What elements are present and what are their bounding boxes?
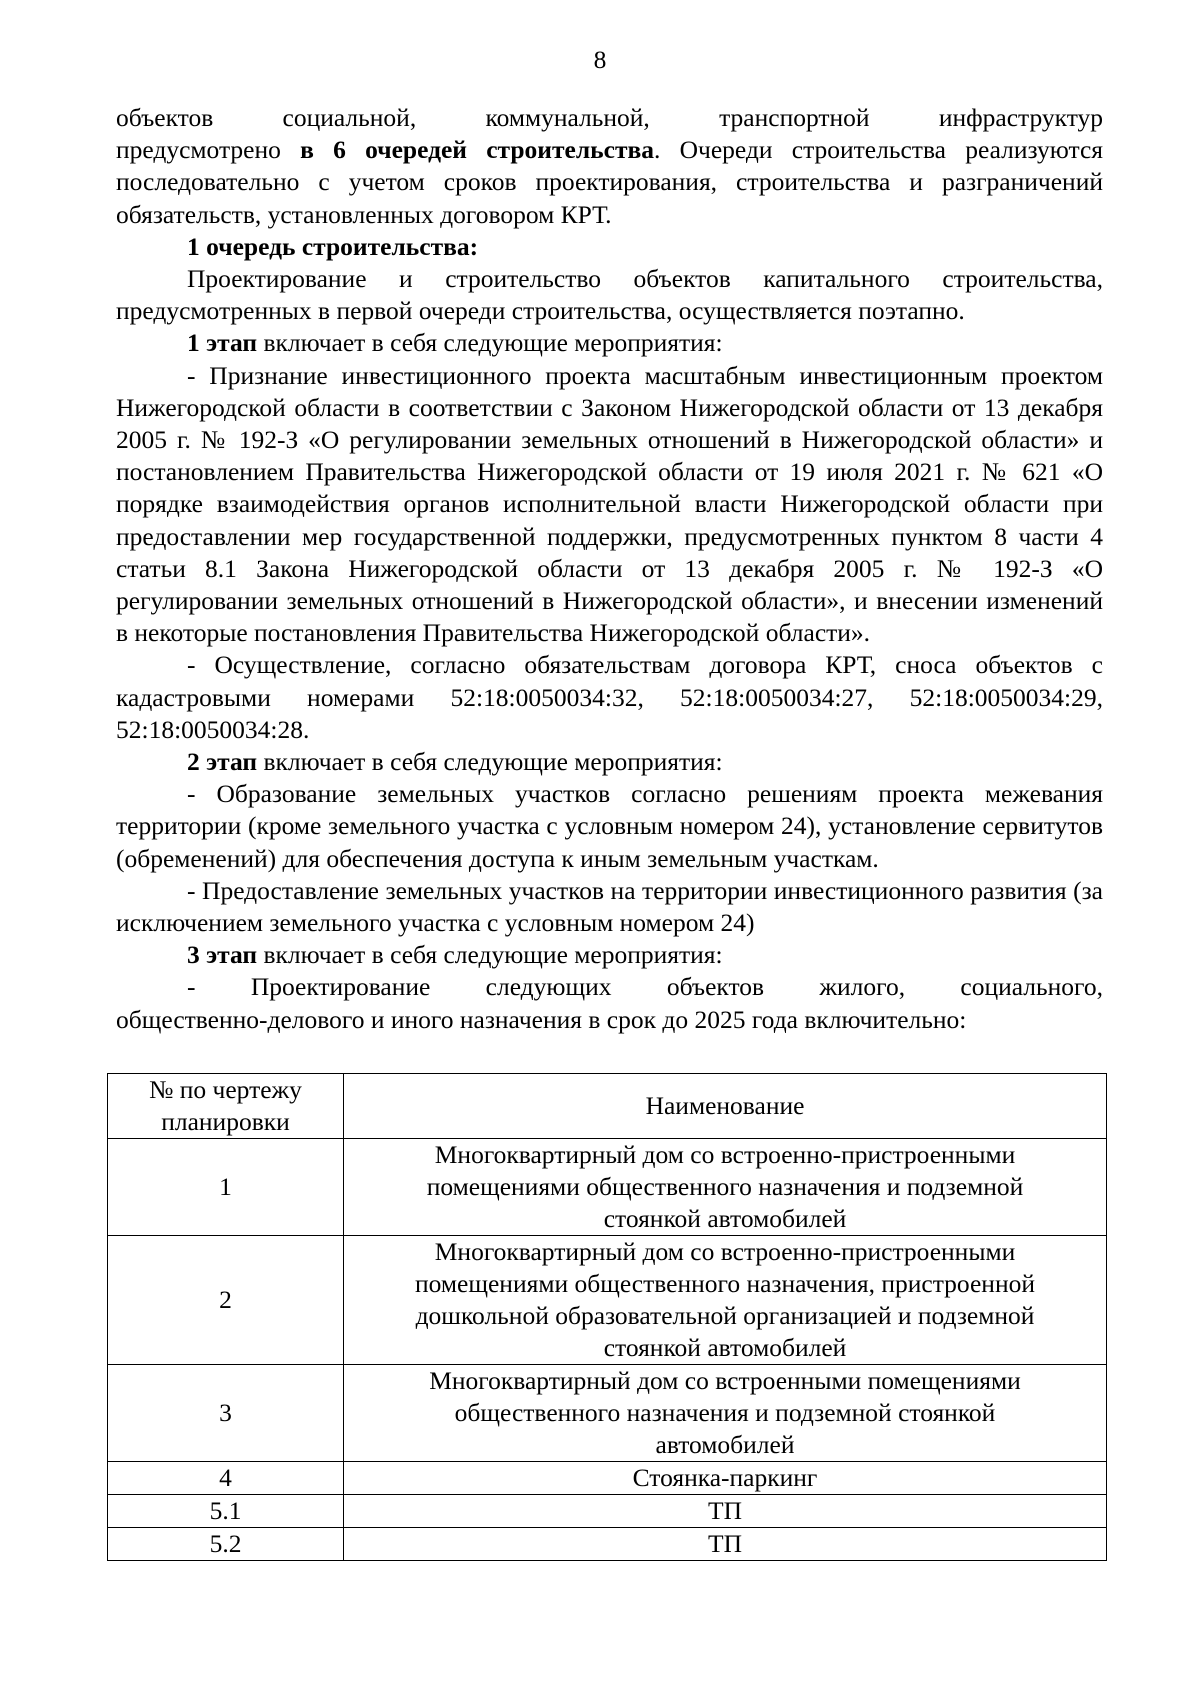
stage3-item-continuation: общественно-делового и иного назначения в срок до 2025 года включительно: — [116, 1004, 967, 1034]
row-name: Многоквартирный дом со встроенными помещениями общественного назначения и подземной стоянкой автомобилей — [344, 1365, 1107, 1462]
intro-paragraph: предусмотрено в 6 очередей строительства. Очереди строительства реализуются последовательно с учетом сроков проектирования, строительства и разграничений обязательств, установленных договором КРТ. — [116, 135, 1103, 229]
queue1-heading: 1 очередь строительства: — [187, 231, 479, 261]
row-number: 2 — [108, 1236, 344, 1365]
row-number: 4 — [108, 1462, 344, 1495]
row-name: ТП — [344, 1528, 1107, 1561]
row-number: 5.1 — [108, 1495, 344, 1528]
row-number: 5.2 — [108, 1528, 344, 1561]
table-row — [108, 1236, 1107, 1365]
queues-count-highlight: в 6 очередей строительства — [300, 135, 654, 165]
row-name: Многоквартирный дом со встроенно-пристроенными помещениями общественного назначения и подземной стоянкой автомобилей — [344, 1139, 1107, 1236]
row-number: 1 — [108, 1139, 344, 1236]
row-name: Стоянка-паркинг — [344, 1462, 1107, 1495]
stage1-heading: 1 этап включает в себя следующие мероприятия: — [187, 328, 723, 358]
header-cell-name: Наименование — [344, 1074, 1107, 1139]
stage2-heading: 2 этап включает в себя следующие мероприятия: — [187, 747, 723, 777]
stage3-item: - Проектирование следующих объектов жилого, социального, — [187, 972, 1103, 1002]
table-row — [108, 1495, 1107, 1528]
stage1-item: - Осуществление, согласно обязательствам договора КРТ, сноса объектов с кадастровыми номерами 52:18:0050034:32, 52:18:0050034:27, 52:18:0050034:29, 52:18:0050034:28. — [116, 650, 1103, 744]
stage3-heading: 3 этап включает в себя следующие мероприятия: — [187, 940, 723, 970]
row-number: 3 — [108, 1365, 344, 1462]
objects-table — [107, 1073, 1107, 1561]
row-name: Многоквартирный дом со встроенно-пристроенными помещениями общественного назначения, пристроенной дошкольной образовательной организацией и подземной стоянкой автомобилей — [344, 1236, 1107, 1365]
table-row — [108, 1365, 1107, 1462]
table-row — [108, 1528, 1107, 1561]
page-number: 8 — [593, 45, 607, 74]
table-row — [108, 1462, 1107, 1495]
stage1-item: - Признание инвестиционного проекта масштабным инвестиционным проектом Нижегородской области в соответствии с Законом Нижегородской области от 13 декабря 2005 г. № 192-З «О регулировании земельных отношений в Нижегородской области» и постановлением Правительства Нижегородской области от 19 июля 2021 г. № 621 «О порядке взаимодействия органов исполнительной власти Нижегородской области при предоставлении мер государственной поддержки, предусмотренных пунктом 8 части 4 статьи 8.1 Закона Нижегородской области от 13 декабря 2005 г. № 192-З «О регулировании земельных отношений в Нижегородской области», и внесении изменений в некоторые постановления Правительства Нижегородской области». — [116, 360, 1103, 648]
stage2-item: - Предоставление земельных участков на территории инвестиционного развития (за исключением земельного участка с условным номером 24) — [116, 875, 1103, 938]
table-row — [108, 1139, 1107, 1236]
intro-first-line: объектов социальной, коммунальной, транспортной инфраструктур — [116, 103, 1104, 132]
stage2-item: - Образование земельных участков согласно решениям проекта межевания территории (кроме земельного участка с условным номером 24), установление сервитутов (обременений) для обеспечения доступа к иным земельным участкам. — [116, 779, 1103, 873]
header-cell-number: № по чертежу планировки — [108, 1074, 344, 1139]
queue1-text: Проектирование и строительство объектов капитального строительства, предусмотренных в первой очереди строительства, осуществляется поэтапно. — [116, 264, 1103, 326]
table-header-row — [108, 1074, 1107, 1139]
row-name: ТП — [344, 1495, 1107, 1528]
document-body — [116, 102, 1103, 1036]
